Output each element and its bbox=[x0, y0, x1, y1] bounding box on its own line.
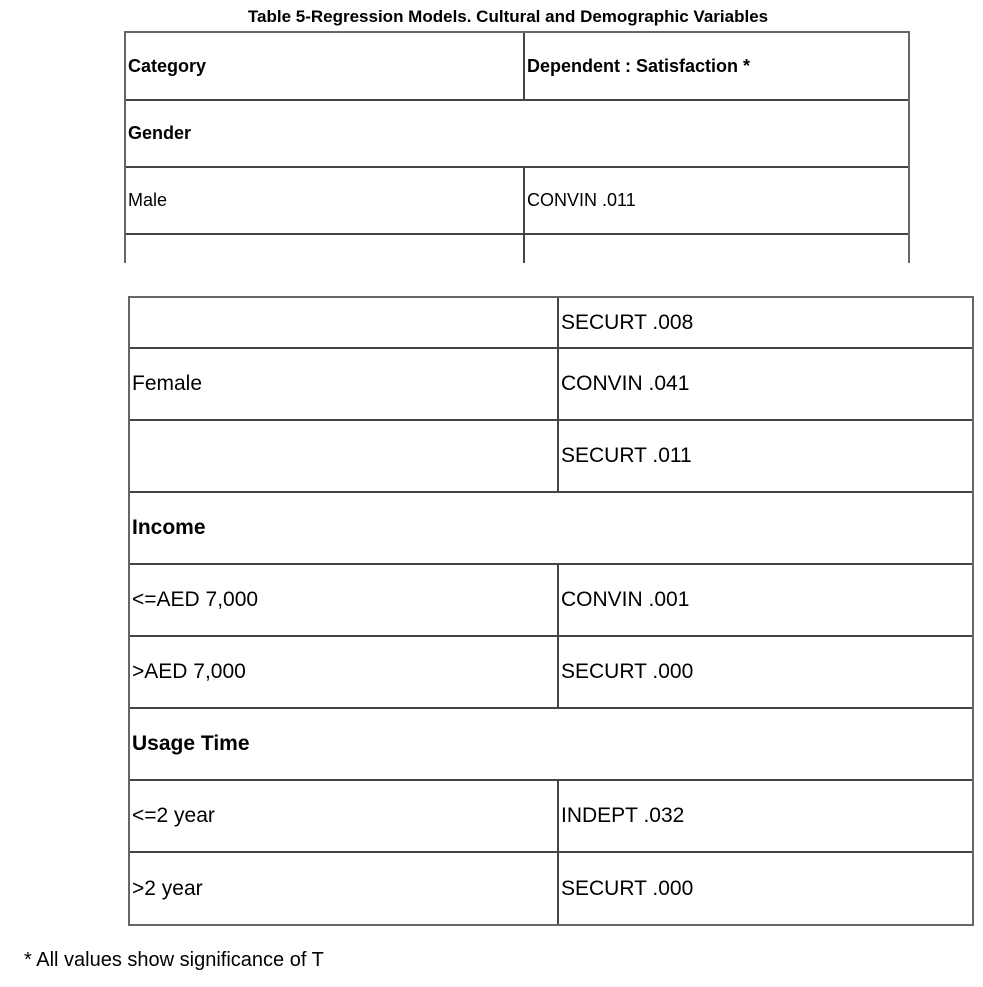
header-category: Category bbox=[128, 55, 207, 76]
table-row-usage-short bbox=[130, 781, 972, 853]
row-value-female-securt: SECURT .011 bbox=[557, 421, 972, 491]
table-part-1 bbox=[124, 31, 910, 263]
row-label-income-high: >AED 7,000 bbox=[132, 660, 246, 683]
row-value-income-high: SECURT .000 bbox=[557, 637, 972, 707]
row-value-income-low: CONVIN .001 bbox=[557, 565, 972, 635]
header-dependent: Dependent : Satisfaction * bbox=[523, 33, 908, 99]
table-row-female-cont bbox=[130, 421, 972, 493]
row-label-female: Female bbox=[132, 372, 203, 395]
row-label-continued bbox=[126, 235, 523, 263]
row-value-male-securt: SECURT .008 bbox=[557, 298, 972, 347]
row-value-usage-long: SECURT .000 bbox=[557, 853, 972, 924]
section-title-gender: Gender bbox=[128, 123, 192, 143]
row-label-usage-short: <=2 year bbox=[132, 804, 215, 827]
section-title-usage: Usage Time bbox=[132, 732, 250, 755]
table-row-income-low bbox=[130, 565, 972, 637]
header-row bbox=[126, 33, 908, 101]
row-value-female-convin: CONVIN .041 bbox=[557, 349, 972, 419]
section-row-income bbox=[130, 493, 972, 565]
table-part-2 bbox=[128, 296, 974, 926]
row-label-usage-long: >2 year bbox=[132, 876, 203, 900]
table-row-male bbox=[126, 168, 908, 235]
row-label-empty bbox=[130, 421, 557, 491]
table-row-usage-long bbox=[130, 853, 972, 924]
row-value-male-convin: CONVIN .011 bbox=[523, 168, 908, 233]
row-label-income-low: <=AED 7,000 bbox=[132, 588, 259, 611]
footnote: * All values show significance of T bbox=[24, 949, 324, 971]
table-row-male-cont bbox=[130, 298, 972, 349]
row-value-usage-short: INDEPT .032 bbox=[557, 781, 972, 851]
table-row-female bbox=[130, 349, 972, 421]
table-caption: Table 5-Regression Models. Cultural and Demographic Variables bbox=[247, 7, 769, 26]
row-label-empty bbox=[130, 298, 557, 347]
section-row-usage bbox=[130, 709, 972, 781]
table-row-income-high bbox=[130, 637, 972, 709]
row-label-male: Male bbox=[128, 190, 168, 210]
section-title-income: Income bbox=[132, 516, 206, 539]
row-value-continued bbox=[523, 235, 908, 263]
section-row-gender bbox=[126, 101, 908, 168]
table-row-continued bbox=[126, 235, 908, 263]
